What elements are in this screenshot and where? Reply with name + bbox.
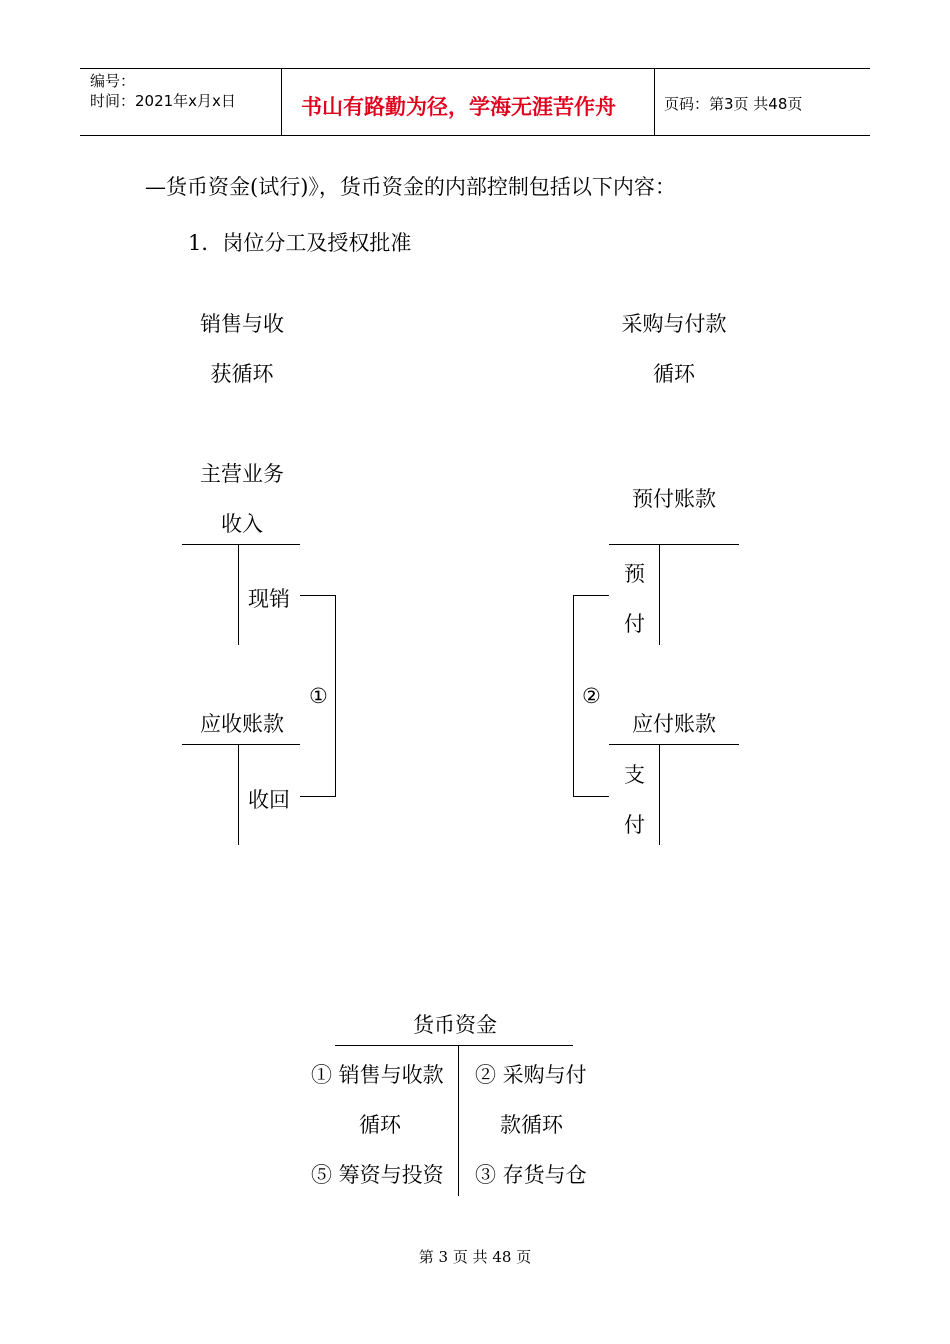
right-t-account1-top [609, 544, 739, 545]
cash-account-top-rule [335, 1045, 573, 1046]
left-marker: ① [309, 684, 328, 708]
header-divider-1 [281, 68, 282, 136]
header-page-label: 页码：第3页 共48页 [664, 95, 803, 113]
left-title-line1: 销售与收 [200, 312, 284, 336]
right-connector-vertical [573, 595, 574, 797]
right-t-account1-stem [659, 545, 660, 645]
intro-paragraph: —货币资金(试行)》，货币资金的内部控制包括以下内容： [145, 175, 676, 199]
footer-page-number: 第 3 页 共 48 页 [418, 1248, 532, 1266]
header-bottom-rule [80, 135, 870, 136]
left-connector-vertical [335, 595, 336, 797]
cash-left-row2: 循环 [359, 1113, 401, 1137]
left-account1-line2: 收入 [221, 512, 263, 536]
left-t-account1-top [182, 544, 300, 545]
left-connector-top [300, 595, 335, 596]
right-account2: 应付账款 [632, 712, 716, 736]
left-account1-line1: 主营业务 [200, 462, 284, 486]
right-account1: 预付账款 [632, 487, 716, 511]
left-connector-bottom [300, 796, 335, 797]
right-title-line2: 循环 [653, 362, 695, 386]
cash-right-row1: ② 采购与付 [475, 1063, 587, 1087]
left-account2: 应收账款 [200, 712, 284, 736]
header-time-label: 时间：2021年x月x日 [90, 92, 236, 110]
cash-right-row3: ③ 存货与仓 [475, 1163, 587, 1187]
right-marker: ② [582, 684, 601, 708]
header-number-label: 编号： [90, 72, 136, 90]
cash-account-title: 货币资金 [413, 1013, 497, 1037]
cash-right-row2: 款循环 [500, 1113, 563, 1137]
right-entry2-line1: 支 [624, 763, 645, 787]
left-t-account2-stem [238, 745, 239, 845]
right-t-account2-stem [659, 745, 660, 845]
right-connector-top [573, 595, 609, 596]
cash-account-stem [458, 1046, 459, 1196]
right-t-account2-top [609, 744, 739, 745]
cash-left-row3: ⑤ 筹资与投资 [311, 1163, 444, 1187]
left-title-line2: 获循环 [210, 362, 274, 386]
header-motto: 书山有路勤为径，学海无涯苦作舟 [301, 94, 616, 119]
left-entry1: 现销 [248, 587, 290, 611]
header-top-rule [80, 68, 870, 69]
right-title-line1: 采购与付款 [621, 312, 727, 336]
right-connector-bottom [573, 796, 609, 797]
left-entry2: 收回 [248, 788, 290, 812]
cash-left-row1: ① 销售与收款 [311, 1063, 444, 1087]
section-heading: 1．岗位分工及授权批准 [188, 231, 412, 255]
right-entry2-line2: 付 [624, 813, 645, 837]
right-entry1-line1: 预 [624, 562, 645, 586]
header-divider-2 [654, 68, 655, 136]
left-t-account1-stem [238, 545, 239, 645]
left-t-account2-top [182, 744, 300, 745]
right-entry1-line2: 付 [624, 612, 645, 636]
